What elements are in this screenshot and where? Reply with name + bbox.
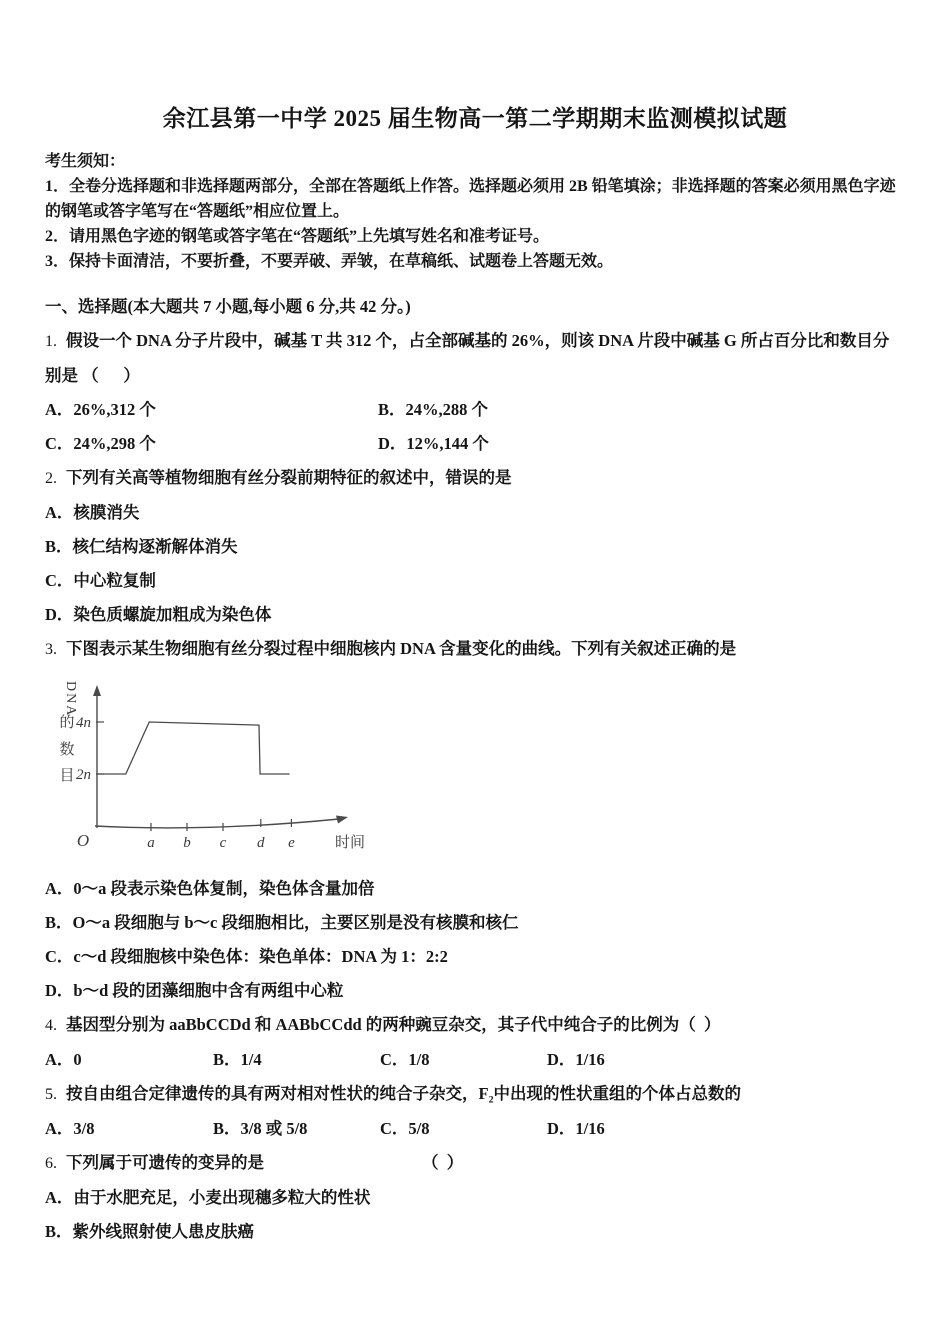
question-number: 5. — [45, 1086, 57, 1103]
question-stem — [45, 1077, 905, 1112]
question-text-continued: 别是 （ ） — [45, 366, 140, 385]
options — [45, 1181, 905, 1249]
option-c: C．5/8 — [380, 1119, 430, 1138]
x-tick-label: c — [219, 835, 227, 851]
options — [45, 1112, 905, 1146]
option-b: B．紫外线照射使人患皮肤癌 — [45, 1222, 255, 1241]
option-b: B．24%,288 个 — [378, 400, 489, 419]
question-stem — [45, 632, 905, 667]
option-a: A．0 — [45, 1050, 82, 1069]
option-a: A．核膜消失 — [45, 503, 140, 522]
option-c: C．c〜d 段细胞核中染色体：染色单体：DNA 为 1：2:2 — [45, 947, 448, 966]
y-axis-arrow — [93, 685, 101, 696]
x-axis-arrow — [336, 816, 348, 824]
option-a: A．26%,312 个 — [45, 400, 156, 419]
option-d: D．1/16 — [547, 1050, 605, 1069]
y-axis-label-char: 的 — [59, 715, 75, 731]
option-b: B．3/8 或 5/8 — [213, 1119, 308, 1138]
section-heading: 一、选择题(本大题共 7 小题,每小题 6 分,共 42 分。) — [45, 297, 411, 316]
question-text: 下列属于可遗传的变异的是 — [66, 1153, 264, 1172]
option-c: C．1/8 — [380, 1050, 430, 1069]
question-4 — [45, 1008, 905, 1077]
option-a: A．由于水肥充足，小麦出现穗多粒大的性状 — [45, 1188, 371, 1207]
x-tick-label: b — [183, 835, 191, 851]
option-a: A．3/8 — [45, 1119, 95, 1138]
question-stem — [45, 461, 905, 496]
question-3 — [45, 632, 905, 1008]
question-stem — [45, 1146, 905, 1181]
question-text: 下列有关高等植物细胞有丝分裂前期特征的叙述中，错误的是 — [66, 468, 512, 487]
origin-label: O — [76, 831, 90, 850]
y-axis-label-dna: DNA — [63, 681, 78, 718]
question-text: 基因型分别为 aaBbCCDd 和 AABbCCdd 的两种豌豆杂交，其子代中纯合子的比例为（ ） — [66, 1015, 721, 1034]
question-number: 3. — [45, 641, 57, 658]
y-tick-label: 2n — [76, 767, 91, 783]
question-stem — [45, 1008, 905, 1043]
page-title: 余江县第一中学 2025 届生物高一第二学期期末监测模拟试题 — [162, 106, 788, 131]
option-d: D．1/16 — [547, 1119, 605, 1138]
option-d: D．染色质螺旋加粗成为染色体 — [45, 605, 272, 624]
option-a: A．0〜a 段表示染色体复制，染色体含量加倍 — [45, 879, 375, 898]
options — [45, 1043, 905, 1077]
option-b: B．核仁结构逐渐解体消失 — [45, 537, 238, 556]
question-number: 2. — [45, 470, 57, 487]
notice-item-3: 3．保持卡面清洁，不要折叠，不要弄破、弄皱，在草稿纸、试题卷上答题无效。 — [45, 253, 614, 270]
notice-item-1: 1．全卷分选择题和非选择题两部分，全部在答题纸上作答。选择题必须用 2B 铅笔填涂；非选择题的答案必须用黑色字迹的钢笔或答字笔写在“答题纸”相应位置上。 — [45, 178, 896, 220]
x-tick-label: e — [288, 835, 295, 851]
option-b: B．O〜a 段细胞与 b〜c 段细胞相比，主要区别是没有核膜和核仁 — [45, 913, 519, 932]
question-2 — [45, 461, 905, 632]
question-number: 4. — [45, 1017, 57, 1034]
question-text: 下图表示某生物细胞有丝分裂过程中细胞核内 DNA 含量变化的曲线。下列有关叙述正确的是 — [66, 639, 737, 658]
option-c: C．24%,298 个 — [45, 434, 156, 453]
option-d: D．12%,144 个 — [378, 434, 489, 453]
question-stem — [45, 324, 905, 359]
y-axis-label-char: 目 — [59, 768, 75, 784]
option-d: D．b〜d 段的团藻细胞中含有两组中心粒 — [45, 981, 344, 1000]
option-c: C．中心粒复制 — [45, 571, 156, 590]
x-tick-label: a — [147, 835, 155, 851]
question-number: 6. — [45, 1155, 57, 1172]
dna-content-chart — [37, 671, 387, 866]
notice-section — [45, 149, 905, 274]
options — [45, 393, 905, 461]
options — [45, 872, 905, 1008]
x-axis — [95, 819, 339, 828]
notice-item-2: 2．请用黑色字迹的钢笔或答字笔在“答题纸”上先填写姓名和准考证号。 — [45, 228, 550, 245]
option-b: B．1/4 — [213, 1050, 262, 1069]
question-number: 1. — [45, 333, 57, 350]
question-text: 按自由组合定律遗传的具有两对相对性状的纯合子杂交，F₂中出现的性状重组的个体占总数的 — [66, 1084, 742, 1103]
y-axis-label-char: 数 — [59, 742, 75, 758]
question-1 — [45, 324, 905, 461]
question-5 — [45, 1077, 905, 1146]
notice-heading: 考生须知： — [45, 153, 126, 170]
dna-content-chart-figure — [37, 671, 387, 866]
options — [45, 496, 905, 632]
x-tick-label: d — [257, 835, 265, 851]
x-axis-label: 时间 — [335, 835, 366, 851]
y-tick-label: 4n — [76, 715, 91, 731]
question-6 — [45, 1146, 905, 1249]
answer-bracket: （ ） — [422, 1153, 464, 1172]
question-text: 假设一个 DNA 分子片段中，碱基 T 共 312 个，占全部碱基的 26%，则该 DNA 片段中碱基 G 所占百分比和数目分 — [66, 331, 890, 350]
dna-content-curve — [97, 722, 290, 774]
